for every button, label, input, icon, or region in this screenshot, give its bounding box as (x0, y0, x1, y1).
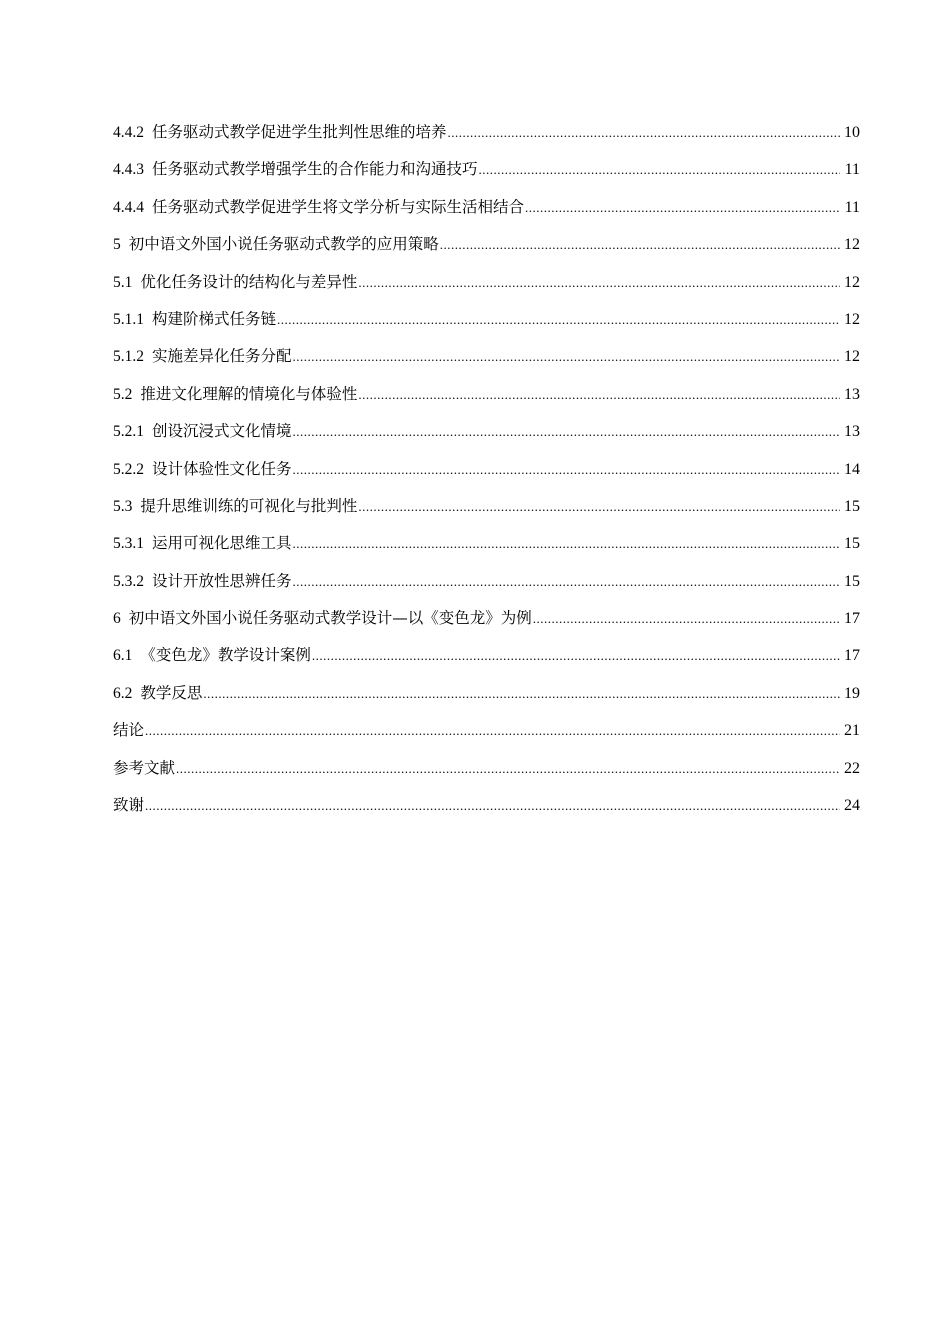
dot-leader (277, 307, 840, 333)
dot-leader (525, 195, 840, 221)
toc-entry[interactable] (113, 755, 860, 792)
toc-entry-number: 5.2.2 (113, 460, 144, 478)
toc-entry-title (113, 792, 144, 818)
toc-entry-page: 21 (844, 722, 860, 740)
toc-entry-number: 5.2.1 (113, 423, 144, 441)
dot-leader (312, 643, 840, 669)
toc-entry-title (113, 680, 202, 707)
toc-entry-number: 5.1.1 (113, 310, 144, 328)
toc-entry-text: 创设沉浸式文化情境 (152, 422, 292, 441)
toc-entry-page: 15 (844, 497, 860, 515)
toc-entry-text: 初中语文外国小说任务驱动式教学的应用策略 (128, 235, 439, 254)
toc-entry-text: 结论 (113, 721, 145, 740)
toc-entry-number: 6.1 (113, 647, 133, 665)
toc-entry[interactable] (113, 456, 860, 493)
toc-entry-page: 11 (844, 161, 860, 179)
toc-entry-title (113, 381, 357, 408)
dot-leader (440, 232, 840, 258)
toc-entry[interactable] (113, 530, 860, 567)
toc-entry-text: 设计体验性文化任务 (152, 459, 292, 478)
toc-entry-text: 教学反思 (140, 683, 203, 702)
toc-entry-text: 初中语文外国小说任务驱动式教学设计—以《变色龙》为例 (128, 609, 532, 628)
toc-entry-title (113, 755, 175, 781)
toc-entry-text: 致谢 (113, 796, 145, 815)
toc-entry-number: 6.2 (113, 684, 133, 702)
toc-entry-page: 24 (844, 797, 860, 815)
toc-entry[interactable] (113, 418, 860, 455)
toc-entry[interactable] (113, 343, 860, 380)
toc-entry-text: 设计开放性思辨任务 (152, 571, 292, 590)
toc-entry-text: 参考文献 (113, 758, 176, 777)
toc-entry[interactable] (113, 231, 860, 268)
dot-leader (293, 457, 840, 483)
dot-leader (358, 382, 840, 408)
toc-entry-page: 12 (844, 273, 860, 291)
toc-entry-page: 13 (844, 423, 860, 441)
toc-entry-title (113, 231, 439, 258)
table-of-contents (113, 119, 860, 829)
toc-entry-page: 12 (844, 348, 860, 366)
dot-leader (479, 157, 840, 183)
toc-entry-page: 15 (844, 535, 860, 553)
toc-entry-text: 提升思维训练的可视化与批判性 (140, 496, 358, 515)
toc-entry-text: 运用可视化思维工具 (152, 534, 292, 553)
toc-entry-text: 构建阶梯式任务链 (152, 309, 277, 328)
toc-entry-page: 13 (844, 385, 860, 403)
toc-entry-page: 10 (844, 124, 860, 141)
toc-entry[interactable] (113, 306, 860, 343)
toc-entry[interactable] (113, 680, 860, 717)
toc-entry-text: 任务驱动式教学增强学生的合作能力和沟通技巧 (152, 160, 478, 179)
toc-entry-page: 22 (844, 759, 860, 777)
toc-entry-text: 任务驱动式教学促进学生批判性思维的培养 (152, 123, 447, 141)
toc-entry[interactable] (113, 605, 860, 642)
toc-entry-title (113, 269, 357, 296)
dot-leader (145, 718, 840, 744)
toc-entry-text: 实施差异化任务分配 (152, 347, 292, 366)
toc-entry[interactable] (113, 381, 860, 418)
dot-leader (203, 681, 840, 707)
dot-leader (293, 344, 840, 370)
toc-entry-title (113, 605, 532, 632)
toc-entry-title (113, 418, 292, 445)
toc-entry-title (113, 156, 478, 183)
toc-entry-text: 任务驱动式教学促进学生将文学分析与实际生活相结合 (152, 197, 525, 216)
toc-entry-number: 5.2 (113, 385, 133, 403)
toc-entry[interactable] (113, 269, 860, 306)
toc-entry-text: 《变色龙》教学设计案例 (140, 646, 311, 665)
dot-leader (293, 569, 840, 595)
toc-entry[interactable] (113, 792, 860, 829)
toc-entry-number: 5.1 (113, 273, 133, 291)
toc-entry-title (113, 119, 447, 146)
dot-leader (293, 419, 840, 445)
toc-entry-title (113, 717, 144, 743)
toc-entry-page: 11 (844, 198, 860, 216)
dot-leader (293, 531, 840, 557)
toc-entry-number: 5.3 (113, 497, 133, 515)
toc-entry-page: 14 (844, 460, 860, 478)
toc-entry-title (113, 642, 311, 669)
dot-leader (448, 120, 840, 146)
toc-entry-page: 15 (844, 572, 860, 590)
toc-entry-page: 12 (844, 236, 860, 254)
toc-entry-number: 5.3.1 (113, 535, 144, 553)
toc-entry[interactable] (113, 119, 860, 156)
toc-entry-title (113, 530, 292, 557)
toc-entry-page: 12 (844, 310, 860, 328)
toc-entry[interactable] (113, 642, 860, 679)
toc-entry-title (113, 194, 524, 221)
dot-leader (358, 494, 840, 520)
toc-entry[interactable] (113, 194, 860, 231)
toc-entry-number: 5.3.2 (113, 572, 144, 590)
toc-entry[interactable] (113, 493, 860, 530)
toc-entry-title (113, 343, 292, 370)
toc-entry-page: 17 (844, 647, 860, 665)
toc-entry-number: 5.1.2 (113, 348, 144, 366)
dot-leader (533, 606, 840, 632)
dot-leader (145, 793, 840, 819)
toc-entry-title (113, 456, 292, 483)
toc-entry-text: 优化任务设计的结构化与差异性 (140, 272, 358, 291)
toc-entry-number: 4.4.4 (113, 198, 144, 216)
toc-entry-title (113, 493, 357, 520)
toc-entry-number: 5 (113, 236, 121, 254)
toc-entry-page: 17 (844, 610, 860, 628)
toc-entry-page: 19 (844, 684, 860, 702)
dot-leader (176, 756, 840, 782)
toc-entry[interactable] (113, 568, 860, 605)
toc-entry[interactable] (113, 717, 860, 754)
toc-entry-number: 6 (113, 610, 121, 628)
toc-entry-title (113, 568, 292, 595)
toc-entry-title (113, 306, 276, 333)
toc-entry-number: 4.4.3 (113, 161, 144, 179)
toc-entry[interactable] (113, 156, 860, 193)
toc-entry-text: 推进文化理解的情境化与体验性 (140, 384, 358, 403)
dot-leader (358, 270, 840, 296)
toc-entry-number: 4.4.2 (113, 124, 144, 141)
